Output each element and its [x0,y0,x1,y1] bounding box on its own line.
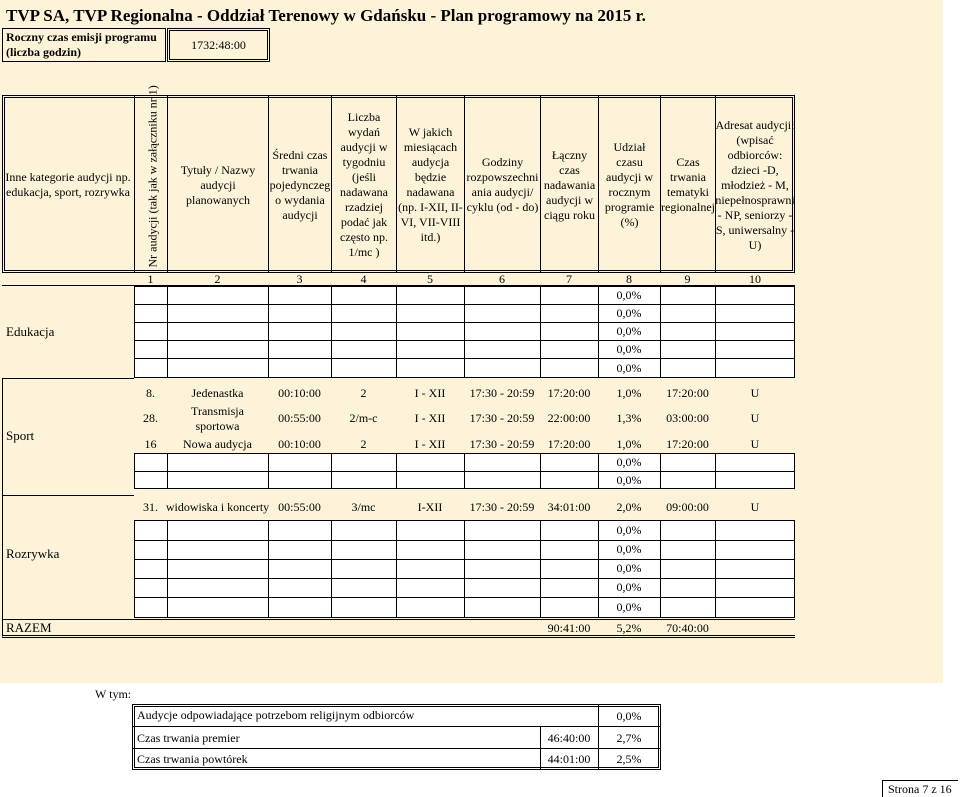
row-transmisja-regional: 03:00:00 [666,410,709,425]
row-nowa-hours: 17:30 - 20:59 [469,436,535,451]
wtym-powtorek-label: Czas trwania powtórek [137,752,248,766]
grid-vline [331,453,332,489]
grid-vline [396,520,397,618]
row-nowa-nr: 16 [144,436,157,451]
row-jedenastka-adresat: U [750,385,760,400]
razem-regional: 70:40:00 [666,620,709,635]
wtym-hline [132,726,661,727]
colnum-6: 6 [499,271,505,286]
row-nowa-months: I - XII [414,436,446,451]
row-transmisja-avg: 00:55:00 [278,410,321,425]
row-jedenastka-count: 2 [360,385,367,400]
row-transmisja-adresat: U [750,410,760,425]
colnum-8: 8 [626,271,632,286]
page-footer: Strona 7 z 16 [888,782,952,796]
row-jedenastka-regional: 17:20:00 [666,385,709,400]
grid-vline [540,286,541,378]
grid-vline [268,520,269,618]
annual-label-line2: (liczba godzin) [6,45,81,59]
grid-vline [167,286,168,378]
rozrywka-share-2: 0,0% [616,542,642,556]
row-nowa-total: 17:20:00 [547,436,591,451]
sport-share-2: 0,0% [616,472,642,487]
sport-share-1: 0,0% [616,454,642,469]
colnum-3: 3 [296,271,303,286]
grid-vline [540,520,541,618]
wtym-premier-total: 46:40:00 [547,730,591,745]
grid-vline [464,453,465,489]
wtym-powtorek-share: 2,5% [616,752,642,766]
row-transmisja-title [167,404,268,434]
wtym-religijne-share: 0,0% [616,708,642,723]
grid-vline [167,453,168,489]
rozrywka-share-5: 0,0% [616,600,642,614]
edu-share-5: 0,0% [616,360,642,375]
razem-total: 90:41:00 [547,620,591,635]
category-edukacja: Edukacja [6,324,55,339]
grid-vline [396,453,397,489]
row-transmisja-total: 22:00:00 [547,410,591,425]
row-transmisja-title-1: Transmisja [191,404,244,418]
grid-vline [268,286,269,378]
colnum-7: 7 [566,271,572,286]
row-transmisja-title-2: sportowa [195,419,240,433]
row-widowiska-months: I-XII [417,499,443,514]
row-jedenastka-share: 1,0% [616,385,642,400]
row-jedenastka-title: Jedenastka [191,385,244,400]
grid-vline [167,520,168,618]
wtym-powtorek-total: 44:01:00 [547,752,591,766]
header-col9: Czas trwania tematyki regionalnej [661,155,715,214]
header-col1-wrap [134,85,167,273]
grid-vline [331,520,332,618]
grid-vline [660,520,661,618]
row-transmisja-hours: 17:30 - 20:59 [469,410,535,425]
wtym-premier-share: 2,7% [616,730,642,745]
row-nowa-share: 1,0% [616,436,642,451]
page-title: TVP SA, TVP Regionalna - Oddział Terenowy w Gdańsku - Plan programowy na 2015 r. [6,6,646,25]
grid-vline [464,286,465,378]
razem-share: 5,2% [616,620,642,635]
grid-vline [660,453,661,489]
grid-vline [715,453,716,489]
row-nowa-title: Nowa audycja [183,436,252,451]
header-col2: Tytuły / Nazwy audycji planowanych [180,162,256,207]
edu-share-1: 0,0% [616,287,642,302]
grid-vline [464,520,465,618]
edu-share-2: 0,0% [616,305,642,320]
edu-share-4: 0,0% [616,341,642,356]
grid-vline [540,453,541,489]
colnum-2: 2 [214,271,221,286]
wtym-hline [132,748,661,749]
row-widowiska-adresat: U [750,499,760,514]
colnum-4: 4 [360,271,367,286]
colnum-10: 10 [749,271,761,286]
header-col5: W jakich miesiącach audycja będzie nadawana (np. I-XII, II-VI, VII-VIII itd.) [398,125,463,244]
colnum-5: 5 [427,271,433,286]
rozrywka-share-1: 0,0% [616,522,642,537]
colnum-9: 9 [684,271,691,286]
row-jedenastka-hours: 17:30 - 20:59 [469,385,535,400]
header-col7: Łączny czas nadawania audycji w ciągu roku [543,147,596,222]
row-widowiska-share: 2,0% [616,499,642,514]
row-widowiska-nr: 31. [143,499,158,514]
row-nowa-avg: 00:10:00 [278,436,321,451]
wtym-religijne-label: Audycje odpowiadające potrzebom religijnym odbiorców [137,708,415,722]
row-widowiska-hours: 17:30 - 20:59 [469,499,535,514]
header-col0: Inne kategorie audycji np. edukacja, sport, rozrywka [5,170,131,199]
category-razem: RAZEM [6,620,52,635]
row-transmisja-months: I - XII [414,410,446,425]
row-transmisja-share: 1,3% [616,410,642,425]
row-transmisja-nr: 28. [143,410,158,425]
rozrywka-share-4: 0,0% [616,580,642,594]
row-nowa-count: 2 [360,436,367,451]
edu-share-3: 0,0% [616,323,642,338]
grid-vline [396,286,397,378]
grid-vline [331,286,332,378]
grid-vline [715,286,716,378]
header-col10: Adresat audycji: (wpisać odbiorców: dzieci -D, młodzież - M, niepełnosprawni - NP, seniorzy - S, uniwersalny - U) [715,117,795,252]
row-widowiska-regional: 09:00:00 [666,499,709,514]
wtym-label: W tym: [95,687,132,701]
header-col1: Nr audycji (tak jak w załączniku nr 1) [145,85,160,268]
colnum-1: 1 [147,271,154,286]
row-nowa-regional: 17:20:00 [666,436,709,451]
row-jedenastka-total: 17:20:00 [547,385,591,400]
grid-vline [660,286,661,378]
category-rozrywka: Rozrywka [6,546,60,561]
header-col8: Udział czasu audycji w rocznym programie (%) [604,140,655,229]
row-widowiska-title: widowiska i koncerty [165,499,270,514]
header-col3: Średni czas trwania pojedynczeg o wydania audycji [269,147,331,222]
row-widowiska-count: 3/mc [351,499,376,514]
header-col4: Liczba wydań audycji w tygodniu (jeśli nadawana rzadziej podać jak często np. 1/mc ) [340,110,388,259]
row-widowiska-total: 34:01:00 [547,499,591,514]
annual-label-line1: Roczny czas emisji programu [6,30,157,44]
annual-value: 1732:48:00 [167,28,270,62]
row-nowa-adresat: U [750,436,760,451]
header-col6: Godziny rozpowszechni ania audycji/ cyklu (od - do) [466,155,539,214]
row-transmisja-count: 2/m-c [349,410,378,425]
grid-vline [715,520,716,618]
category-sport: Sport [6,428,35,443]
grid-vline [268,453,269,489]
row-jedenastka-months: I - XII [414,385,446,400]
row-jedenastka-avg: 00:10:00 [278,385,321,400]
rozrywka-share-3: 0,0% [616,561,642,575]
row-jedenastka-nr: 8. [146,385,155,400]
wtym-premier-label: Czas trwania premier [137,731,240,745]
row-widowiska-avg: 00:55:00 [278,499,321,514]
